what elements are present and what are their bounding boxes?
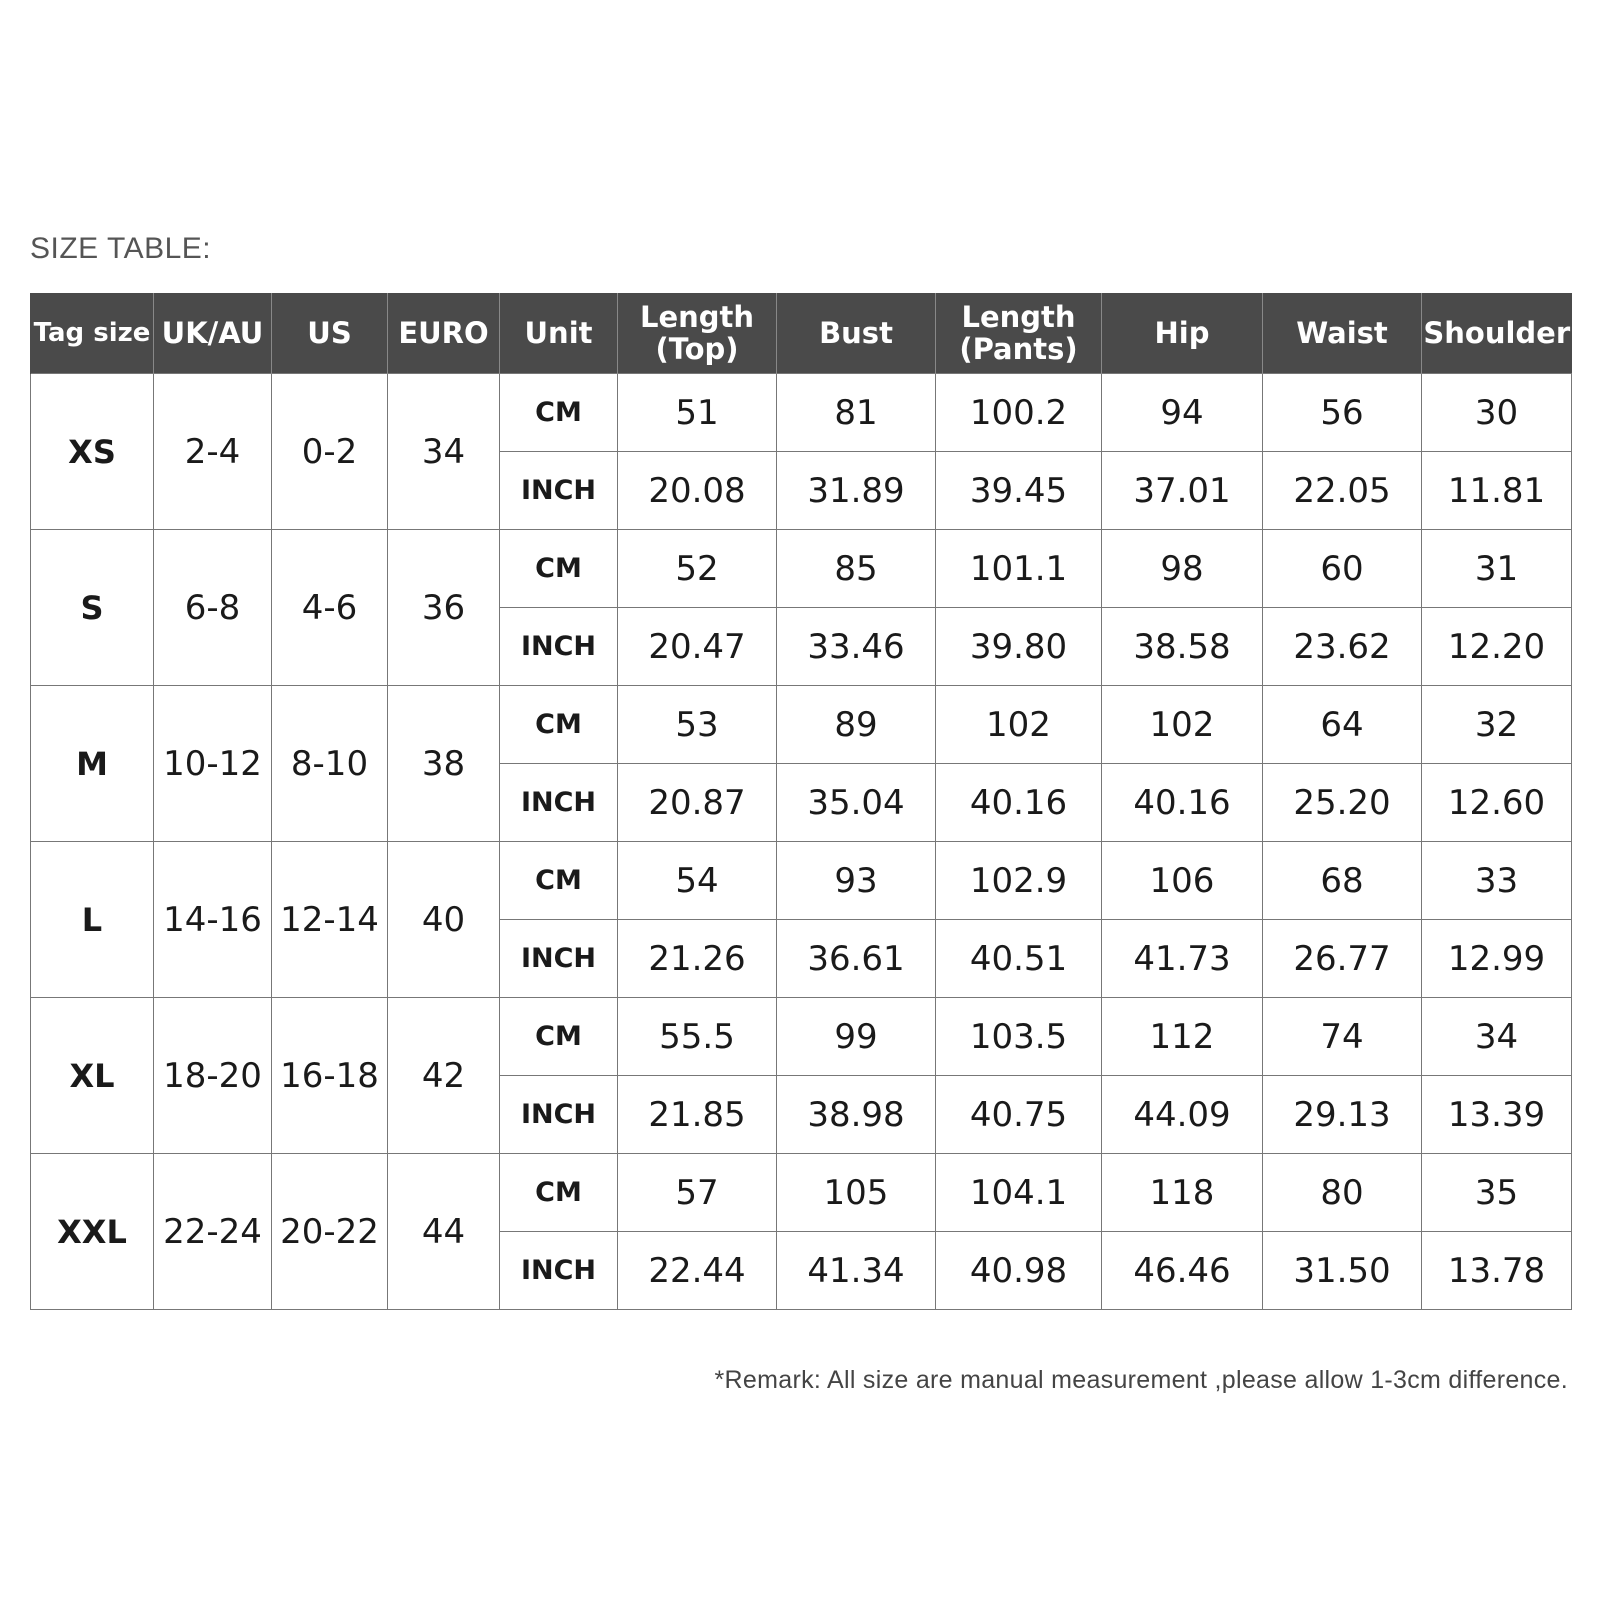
measurement-cell: 57 <box>618 1154 777 1232</box>
page-title: SIZE TABLE: <box>30 232 212 265</box>
measurement-cell: 40.98 <box>936 1232 1102 1310</box>
measurement-cell: 38.98 <box>777 1076 936 1154</box>
measurement-cell: 52 <box>618 530 777 608</box>
measurement-cell: 41.34 <box>777 1232 936 1310</box>
measurement-cell: 100.2 <box>936 374 1102 452</box>
measurement-cell: 20.47 <box>618 608 777 686</box>
size-us-cell: 4-6 <box>272 530 388 686</box>
header-uk-au: UK/AU <box>154 293 272 374</box>
measurement-cell: 56 <box>1263 374 1422 452</box>
unit-cell: CM <box>500 374 618 452</box>
measurement-cell: 38.58 <box>1102 608 1263 686</box>
header-shoulder: Shoulder <box>1422 293 1572 374</box>
header-us: US <box>272 293 388 374</box>
measurement-cell: 35 <box>1422 1154 1572 1232</box>
size-us-cell: 12-14 <box>272 842 388 998</box>
unit-cell: INCH <box>500 1232 618 1310</box>
measurement-cell: 74 <box>1263 998 1422 1076</box>
unit-cell: CM <box>500 1154 618 1232</box>
measurement-cell: 29.13 <box>1263 1076 1422 1154</box>
header-length-top: Length (Top) <box>618 293 777 374</box>
size-euro-cell: 44 <box>388 1154 500 1310</box>
header-unit: Unit <box>500 293 618 374</box>
measurement-cell: 31.50 <box>1263 1232 1422 1310</box>
size-us-cell: 16-18 <box>272 998 388 1154</box>
measurement-cell: 13.39 <box>1422 1076 1572 1154</box>
measurement-cell: 31 <box>1422 530 1572 608</box>
measurement-cell: 21.26 <box>618 920 777 998</box>
measurement-cell: 37.01 <box>1102 452 1263 530</box>
table-body <box>31 374 1572 1310</box>
table-row <box>31 530 1572 608</box>
size-euro-cell: 34 <box>388 374 500 530</box>
unit-cell: INCH <box>500 608 618 686</box>
unit-cell: INCH <box>500 920 618 998</box>
measurement-cell: 118 <box>1102 1154 1263 1232</box>
header-waist: Waist <box>1263 293 1422 374</box>
measurement-cell: 104.1 <box>936 1154 1102 1232</box>
unit-cell: CM <box>500 686 618 764</box>
measurement-cell: 40.16 <box>1102 764 1263 842</box>
measurement-cell: 60 <box>1263 530 1422 608</box>
unit-cell: INCH <box>500 764 618 842</box>
table-row <box>31 842 1572 920</box>
measurement-cell: 20.08 <box>618 452 777 530</box>
size-euro-cell: 36 <box>388 530 500 686</box>
measurement-cell: 25.20 <box>1263 764 1422 842</box>
measurement-cell: 34 <box>1422 998 1572 1076</box>
measurement-cell: 40.75 <box>936 1076 1102 1154</box>
measurement-cell: 22.44 <box>618 1232 777 1310</box>
measurement-cell: 35.04 <box>777 764 936 842</box>
size-uk-au-cell: 2-4 <box>154 374 272 530</box>
measurement-cell: 53 <box>618 686 777 764</box>
unit-cell: CM <box>500 530 618 608</box>
measurement-cell: 26.77 <box>1263 920 1422 998</box>
table-row <box>31 374 1572 452</box>
header-hip: Hip <box>1102 293 1263 374</box>
unit-cell: CM <box>500 998 618 1076</box>
measurement-cell: 102.9 <box>936 842 1102 920</box>
measurement-cell: 12.99 <box>1422 920 1572 998</box>
header-bust: Bust <box>777 293 936 374</box>
size-us-cell: 8-10 <box>272 686 388 842</box>
measurement-cell: 51 <box>618 374 777 452</box>
header-row <box>31 293 1572 374</box>
size-tag-cell: S <box>31 530 154 686</box>
measurement-cell: 32 <box>1422 686 1572 764</box>
measurement-cell: 41.73 <box>1102 920 1263 998</box>
measurement-cell: 20.87 <box>618 764 777 842</box>
measurement-cell: 44.09 <box>1102 1076 1263 1154</box>
unit-cell: CM <box>500 842 618 920</box>
measurement-cell: 36.61 <box>777 920 936 998</box>
header-length-pants: Length (Pants) <box>936 293 1102 374</box>
size-table <box>30 293 1572 1310</box>
size-us-cell: 0-2 <box>272 374 388 530</box>
measurement-cell: 103.5 <box>936 998 1102 1076</box>
measurement-cell: 22.05 <box>1263 452 1422 530</box>
measurement-cell: 94 <box>1102 374 1263 452</box>
measurement-cell: 98 <box>1102 530 1263 608</box>
size-tag-cell: XXL <box>31 1154 154 1310</box>
table-row <box>31 1154 1572 1232</box>
size-uk-au-cell: 18-20 <box>154 998 272 1154</box>
measurement-cell: 33 <box>1422 842 1572 920</box>
size-uk-au-cell: 22-24 <box>154 1154 272 1310</box>
size-tag-cell: L <box>31 842 154 998</box>
measurement-cell: 93 <box>777 842 936 920</box>
header-tag-size: Tag size <box>31 293 154 374</box>
unit-cell: INCH <box>500 1076 618 1154</box>
header-euro: EURO <box>388 293 500 374</box>
measurement-cell: 12.60 <box>1422 764 1572 842</box>
measurement-cell: 21.85 <box>618 1076 777 1154</box>
table-row <box>31 686 1572 764</box>
remark-note: *Remark: All size are manual measurement ,please allow 1-3cm difference. <box>714 1366 1568 1394</box>
measurement-cell: 54 <box>618 842 777 920</box>
size-tag-cell: XS <box>31 374 154 530</box>
measurement-cell: 99 <box>777 998 936 1076</box>
measurement-cell: 33.46 <box>777 608 936 686</box>
measurement-cell: 30 <box>1422 374 1572 452</box>
measurement-cell: 80 <box>1263 1154 1422 1232</box>
measurement-cell: 101.1 <box>936 530 1102 608</box>
measurement-cell: 46.46 <box>1102 1232 1263 1310</box>
size-uk-au-cell: 6-8 <box>154 530 272 686</box>
size-euro-cell: 40 <box>388 842 500 998</box>
measurement-cell: 64 <box>1263 686 1422 764</box>
measurement-cell: 55.5 <box>618 998 777 1076</box>
measurement-cell: 102 <box>1102 686 1263 764</box>
measurement-cell: 12.20 <box>1422 608 1572 686</box>
measurement-cell: 39.45 <box>936 452 1102 530</box>
size-uk-au-cell: 10-12 <box>154 686 272 842</box>
measurement-cell: 13.78 <box>1422 1232 1572 1310</box>
measurement-cell: 112 <box>1102 998 1263 1076</box>
measurement-cell: 11.81 <box>1422 452 1572 530</box>
unit-cell: INCH <box>500 452 618 530</box>
measurement-cell: 68 <box>1263 842 1422 920</box>
table-row <box>31 998 1572 1076</box>
size-us-cell: 20-22 <box>272 1154 388 1310</box>
size-euro-cell: 42 <box>388 998 500 1154</box>
measurement-cell: 85 <box>777 530 936 608</box>
measurement-cell: 105 <box>777 1154 936 1232</box>
measurement-cell: 31.89 <box>777 452 936 530</box>
measurement-cell: 89 <box>777 686 936 764</box>
size-uk-au-cell: 14-16 <box>154 842 272 998</box>
measurement-cell: 81 <box>777 374 936 452</box>
size-euro-cell: 38 <box>388 686 500 842</box>
measurement-cell: 39.80 <box>936 608 1102 686</box>
measurement-cell: 102 <box>936 686 1102 764</box>
size-tag-cell: M <box>31 686 154 842</box>
measurement-cell: 106 <box>1102 842 1263 920</box>
measurement-cell: 40.51 <box>936 920 1102 998</box>
measurement-cell: 23.62 <box>1263 608 1422 686</box>
size-tag-cell: XL <box>31 998 154 1154</box>
measurement-cell: 40.16 <box>936 764 1102 842</box>
